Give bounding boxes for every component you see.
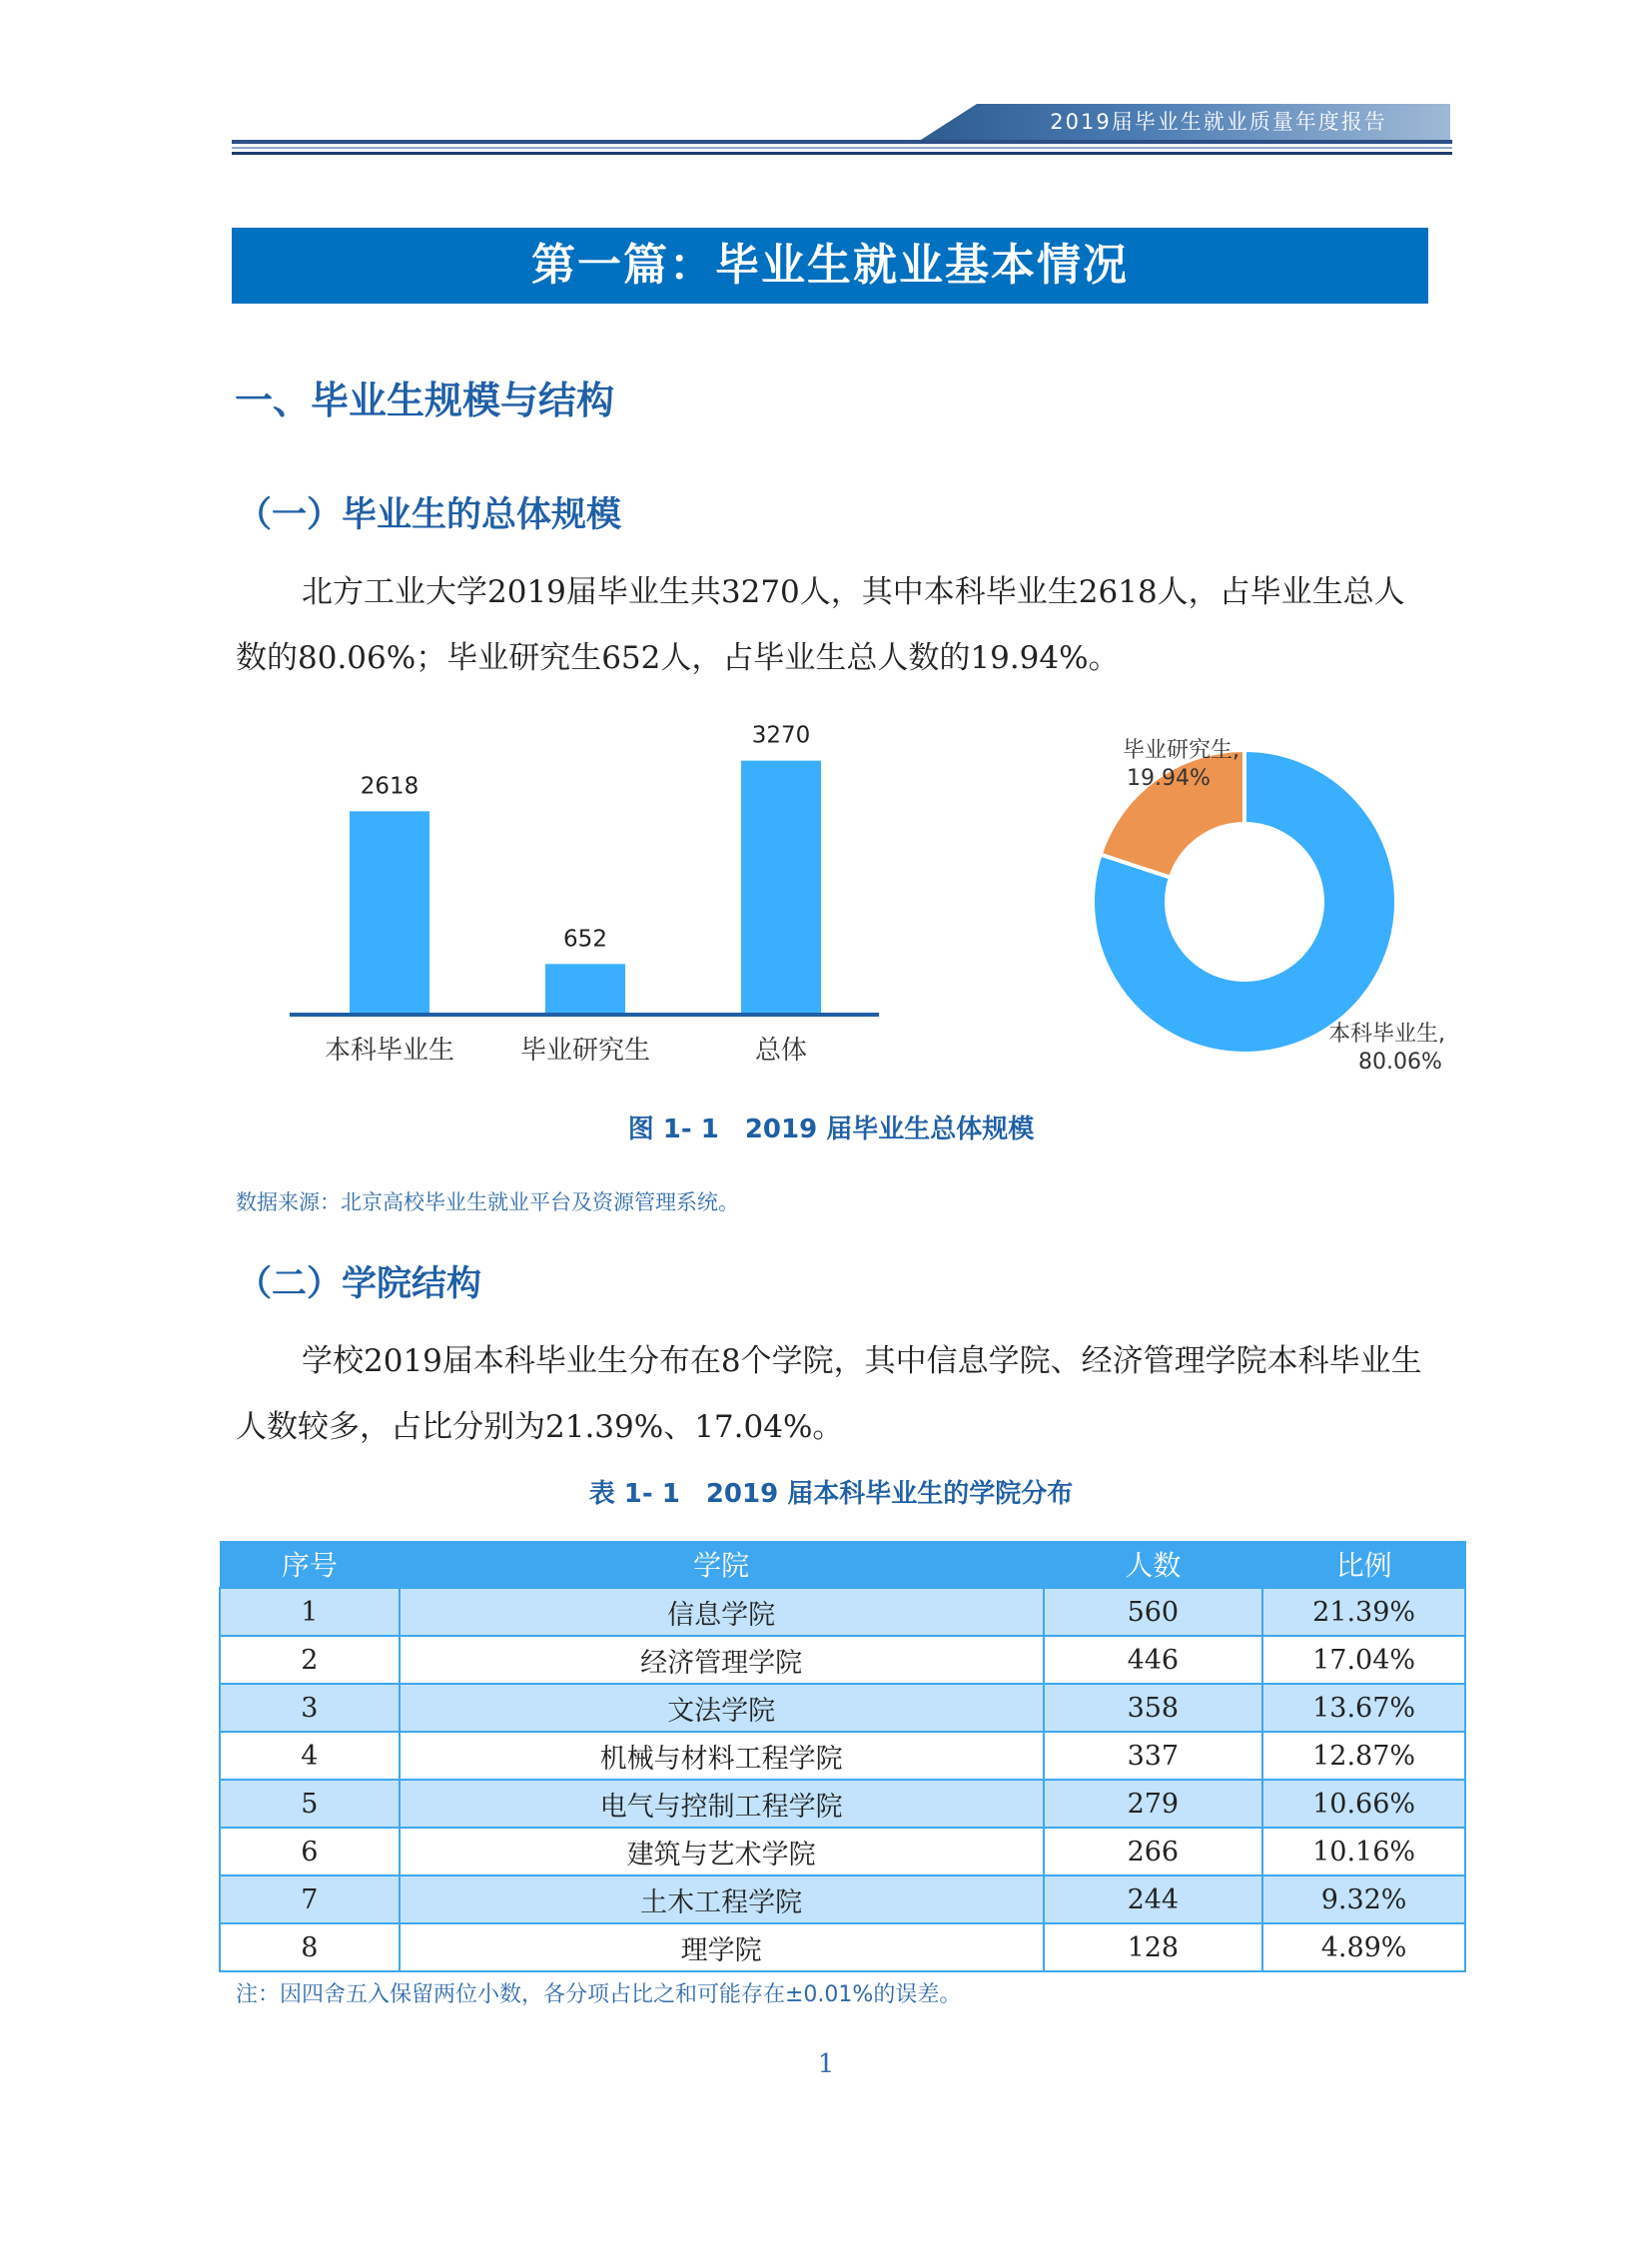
cell-ratio: 4.89% <box>1262 1923 1465 1971</box>
cell-ratio: 13.67% <box>1262 1684 1465 1732</box>
table-row <box>220 1780 1465 1828</box>
pie-label-ug-pct: 80.06% <box>1358 1050 1442 1075</box>
cell-college: 信息学院 <box>400 1588 1044 1636</box>
college-distribution-table <box>219 1541 1466 1972</box>
table-row <box>220 1684 1465 1732</box>
paragraph-scale: 北方工业大学2019届毕业生共3270人，其中本科毕业生2618人，占毕业生总人数的80.06%；毕业研究生652人，占毕业生总人数的19.94%。 <box>236 574 1405 676</box>
cell-index: 7 <box>220 1875 400 1923</box>
cell-index: 1 <box>220 1588 400 1636</box>
cell-index: 2 <box>220 1636 400 1684</box>
page-number: 1 <box>817 2049 835 2079</box>
figure-caption: 图 1- 1 2019 届毕业生总体规模 <box>627 1115 1035 1144</box>
cell-count: 279 <box>1044 1780 1263 1828</box>
bar-2 <box>545 964 625 1015</box>
table-row <box>220 1636 1465 1684</box>
pie-label-ug-name: 本科毕业生, <box>1328 1022 1445 1047</box>
cell-college: 建筑与艺术学院 <box>400 1828 1044 1875</box>
cell-count: 560 <box>1044 1588 1263 1636</box>
paragraph-college: 学校2019届本科毕业生分布在8个学院，其中信息学院、经济管理学院本科毕业生人数较多，占比分别为21.39%、17.04%。 <box>236 1343 1422 1445</box>
table-row <box>220 1875 1465 1923</box>
cell-count: 358 <box>1044 1684 1263 1732</box>
header-rule-thin <box>232 147 1452 149</box>
cell-college: 土木工程学院 <box>400 1875 1044 1923</box>
bar-data-label: 3270 <box>751 722 811 749</box>
cell-ratio: 10.66% <box>1262 1780 1465 1828</box>
cell-college: 经济管理学院 <box>400 1636 1044 1684</box>
cell-index: 5 <box>220 1780 400 1828</box>
bar-category-label: 本科毕业生 <box>324 1036 455 1066</box>
header-cell-count: 人数 <box>1044 1541 1263 1588</box>
table-row <box>220 1588 1465 1636</box>
cell-ratio: 21.39% <box>1262 1588 1465 1636</box>
header-cell-index: 序号 <box>220 1541 400 1588</box>
cell-ratio: 9.32% <box>1262 1875 1465 1923</box>
cell-count: 337 <box>1044 1732 1263 1780</box>
cell-index: 4 <box>220 1732 400 1780</box>
pie-label-grad-name: 毕业研究生, <box>1123 738 1239 763</box>
table-header-row <box>220 1541 1465 1588</box>
section-heading: 一、毕业生规模与结构 <box>235 378 615 422</box>
cell-index: 8 <box>220 1923 400 1971</box>
pie-label-grad-pct: 19.94% <box>1127 766 1211 791</box>
cell-college: 电气与控制工程学院 <box>400 1780 1044 1828</box>
cell-college: 文法学院 <box>400 1684 1044 1732</box>
bar-3 <box>741 761 821 1015</box>
cell-ratio: 17.04% <box>1262 1636 1465 1684</box>
header-cell-ratio: 比例 <box>1262 1541 1465 1588</box>
cell-count: 446 <box>1044 1636 1263 1684</box>
report-header-title: 2019届毕业生就业质量年度报告 <box>1050 110 1387 134</box>
bar-data-label: 2618 <box>360 773 419 800</box>
cell-college: 理学院 <box>400 1923 1044 1971</box>
cell-count: 244 <box>1044 1875 1263 1923</box>
cell-ratio: 12.87% <box>1262 1732 1465 1780</box>
table-row <box>220 1923 1465 1971</box>
table-caption: 表 1- 1 2019 届本科毕业生的学院分布 <box>588 1479 1074 1509</box>
part-title-banner: 第一篇：毕业生就业基本情况 <box>232 228 1428 304</box>
cell-college: 机械与材料工程学院 <box>400 1732 1044 1780</box>
header-rule <box>232 140 1452 144</box>
header-rule-bottom <box>232 152 1452 155</box>
cell-index: 3 <box>220 1684 400 1732</box>
bar-data-label: 652 <box>563 926 607 953</box>
cell-count: 266 <box>1044 1828 1263 1875</box>
donut-chart <box>1019 699 1538 1099</box>
table-row <box>220 1828 1465 1875</box>
cell-index: 6 <box>220 1828 400 1875</box>
bar-chart <box>280 719 899 1079</box>
cell-count: 128 <box>1044 1923 1263 1971</box>
bar-1 <box>350 811 429 1015</box>
table-footnote: 注：因四舍五入保留两位小数，各分项占比之和可能存在±0.01%的误差。 <box>236 1982 962 2007</box>
bar-category-label: 总体 <box>754 1036 808 1066</box>
table-row <box>220 1732 1465 1780</box>
bar-category-label: 毕业研究生 <box>519 1036 651 1066</box>
subsection-heading-college: （二）学院结构 <box>237 1264 482 1304</box>
cell-ratio: 10.16% <box>1262 1828 1465 1875</box>
subsection-heading-scale: （一）毕业生的总体规模 <box>237 495 622 535</box>
header-cell-college: 学院 <box>400 1541 1044 1588</box>
data-source-note: 数据来源：北京高校毕业生就业平台及资源管理系统。 <box>236 1190 739 1214</box>
